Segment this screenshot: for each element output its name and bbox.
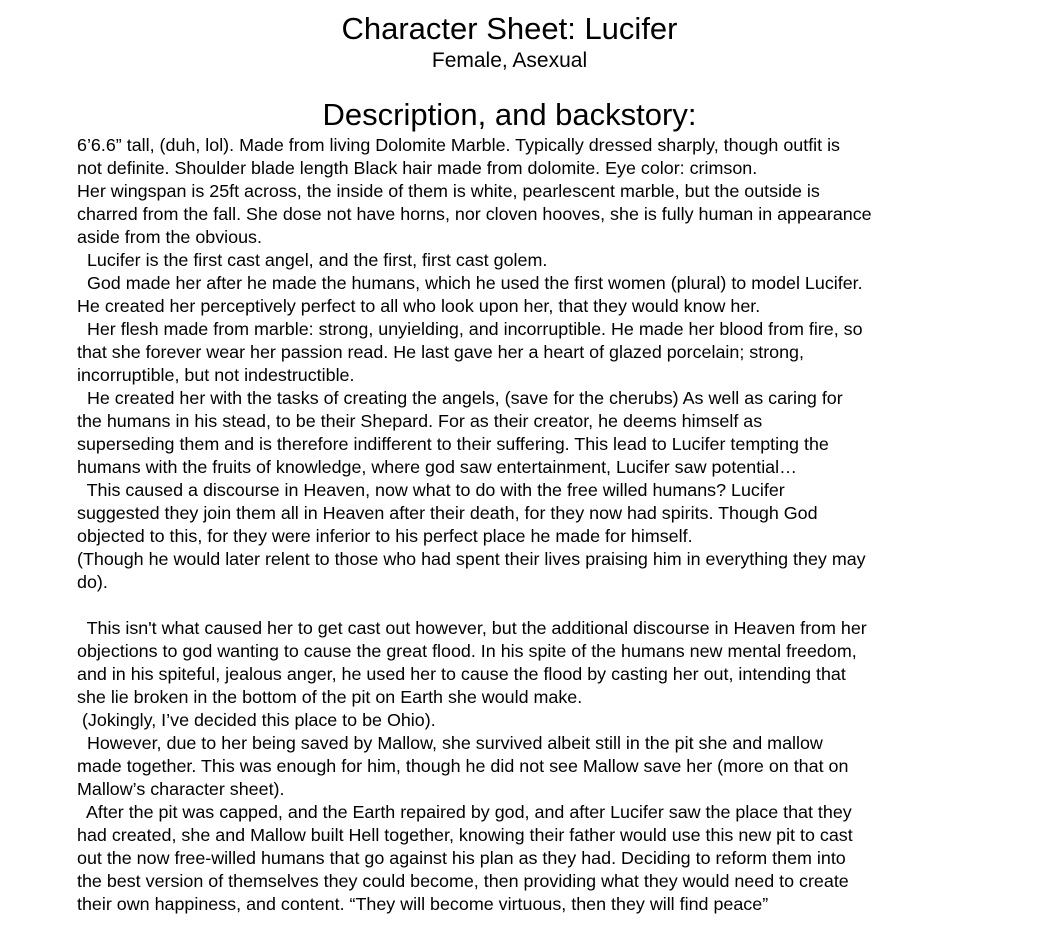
text-line: suggested they join them all in Heaven after their death, for they now had spirits. Though God xyxy=(77,503,818,523)
text-line: He created her with the tasks of creating the angels, (save for the cherubs) As well as caring for xyxy=(77,388,843,408)
text-line: made together. This was enough for him, though he did not see Mallow save her (more on that on xyxy=(77,756,849,776)
section-heading: Description, and backstory: xyxy=(322,97,697,132)
text-line: (Though he would later relent to those who had spent their lives praising him in everything they may xyxy=(77,549,866,569)
text-line: the humans in his stead, to be their Shepard. For as their creator, he deems himself as xyxy=(77,411,763,431)
text-line: 6’6.6” tall, (duh, lol). Made from living Dolomite Marble. Typically dressed sharply, though outfit is xyxy=(77,135,841,155)
text-line: After the pit was capped, and the Earth repaired by god, and after Lucifer saw the place that they xyxy=(77,802,852,822)
text-line: (Jokingly, I’ve decided this place to be Ohio). xyxy=(77,710,436,730)
text-line: Her flesh made from marble: strong, unyielding, and incorruptible. He made her blood from fire, so xyxy=(77,319,863,339)
text-line: incorruptible, but not indestructible. xyxy=(77,365,355,385)
page-title: Character Sheet: Lucifer xyxy=(341,11,678,46)
text-line: out the now free-willed humans that go against his plan as they had. Deciding to reform them into xyxy=(77,848,846,868)
text-line: she lie broken in the bottom of the pit on Earth she would make. xyxy=(77,687,583,707)
text-line: objected to this, for they were inferior to his perfect place he made for himself. xyxy=(77,526,693,546)
body-text xyxy=(77,134,977,916)
text-line: the best version of themselves they could become, then providing what they would need to create xyxy=(77,871,849,891)
blank-line xyxy=(77,594,977,617)
text-line: charred from the fall. She dose not have horns, nor cloven hooves, she is fully human in appearance xyxy=(77,204,872,224)
text-line: This isn't what caused her to get cast out however, but the additional discourse in Heaven from her xyxy=(77,618,867,638)
text-line: This caused a discourse in Heaven, now what to do with the free willed humans? Lucifer xyxy=(77,480,785,500)
text-line: Mallow’s character sheet). xyxy=(77,779,285,799)
text-line: that she forever wear her passion read. He last gave her a heart of glazed porcelain; strong, xyxy=(77,342,804,362)
text-line: and in his spiteful, jealous anger, he used her to cause the flood by casting her out, intending that xyxy=(77,664,846,684)
text-line: objections to god wanting to cause the great flood. In his spite of the humans new mental freedom, xyxy=(77,641,857,661)
text-line: their own happiness, and content. “They will become virtuous, then they will find peace” xyxy=(77,894,769,914)
text-line: aside from the obvious. xyxy=(77,227,262,247)
text-line: However, due to her being saved by Mallow, she survived albeit still in the pit she and mallow xyxy=(77,733,823,753)
text-line: He created her perceptively perfect to all who look upon her, that they would know her. xyxy=(77,296,761,316)
text-line: do). xyxy=(77,572,108,592)
text-line: superseding them and is therefore indifferent to their suffering. This lead to Lucifer tempting the xyxy=(77,434,829,454)
text-line: God made her after he made the humans, which he used the first women (plural) to model Lucifer. xyxy=(77,273,863,293)
text-line: not definite. Shoulder blade length Black hair made from dolomite. Eye color: crimson. xyxy=(77,158,758,178)
text-line: Lucifer is the first cast angel, and the first, first cast golem. xyxy=(77,250,548,270)
text-line: had created, she and Mallow built Hell together, knowing their father would use this new pit to cast xyxy=(77,825,853,845)
text-line: humans with the fruits of knowledge, where god saw entertainment, Lucifer saw potential… xyxy=(77,457,797,477)
text-line: Her wingspan is 25ft across, the inside of them is white, pearlescent marble, but the outside is xyxy=(77,181,820,201)
page-subtitle: Female, Asexual xyxy=(431,49,588,72)
